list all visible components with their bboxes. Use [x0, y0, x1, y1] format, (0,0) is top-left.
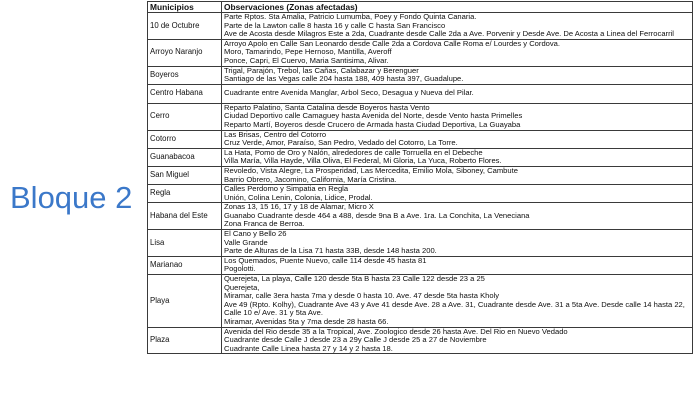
municipio-cell: Centro Habana	[148, 84, 222, 103]
municipio-cell: Marianao	[148, 256, 222, 274]
zona-line: El Cano y Bello 26	[224, 230, 287, 239]
zonas-cell	[222, 203, 693, 230]
zonas-cell	[222, 148, 693, 166]
municipio-cell: Habana del Este	[148, 203, 222, 230]
municipio-cell: Playa	[148, 275, 222, 328]
block-label: Bloque 2	[10, 180, 133, 215]
municipio-cell: Cerro	[148, 103, 222, 130]
municipio-cell: Lisa	[148, 230, 222, 257]
zonas-cell	[222, 230, 693, 257]
zona-line: Parte de la Lawton calle 8 hasta 16 y calle C hasta San Francisco	[224, 21, 446, 30]
header-municipios: Municipios	[148, 2, 222, 13]
zonas-cell	[222, 256, 693, 274]
table-row	[148, 130, 693, 148]
zona-line: Villa María, Villa Hayde, Villa Oliva, El Federal, Mi Gloria, La Yuca, Roberto Flores.	[224, 157, 502, 166]
table-header-row	[148, 2, 693, 13]
table-row	[148, 185, 693, 203]
zona-line: Parte de Alturas de la Lisa 71 hasta 33B, desde 148 hasta 200.	[224, 247, 437, 256]
zona-line: Zonas 13, 15 16, 17 y 18 de Alamar, Micro X	[224, 203, 374, 212]
zona-line: Cuadrante entre Avenida Manglar, Arbol Seco, Desagua y Nueva del Pilar.	[224, 89, 474, 98]
table-row	[148, 166, 693, 184]
zona-line: Querejeta,	[224, 283, 260, 292]
municipio-cell: Plaza	[148, 327, 222, 354]
zonas-cell	[222, 275, 693, 328]
zona-line: Barrio Obrero, Jacomino, California, María Cristina.	[224, 175, 397, 184]
zona-line: Avenida del Rio desde 35 a la Tropical, Ave. Zoologico desde 26 hasta Ave. Del Rio en Nuevo Vedado	[224, 327, 568, 336]
municipio-cell: Guanabacoa	[148, 148, 222, 166]
zonas-cell	[222, 39, 693, 66]
zona-line: Parte Rptos. Sta Amalia, Patricio Lumumba, Poey y Fondo Quinta Canaria.	[224, 13, 477, 21]
municipio-cell: Regla	[148, 185, 222, 203]
zona-line: Miramar, Avenidas 5ta y 7ma desde 28 hasta 66.	[224, 318, 389, 326]
zonas-cell	[222, 84, 693, 103]
zonas-cell	[222, 13, 693, 40]
zona-line: Cruz Verde, Amor, Paraíso, San Pedro, Vedado del Cotorro, La Torre.	[224, 139, 458, 148]
municipio-cell: San Miguel	[148, 166, 222, 184]
table-row	[148, 66, 693, 84]
zona-line: Querejeta, La playa, Calle 120 desde 5ta B hasta 23 Calle 122 desde 23 a 25	[224, 275, 485, 284]
table-row	[148, 275, 693, 328]
zona-line: Moro, Tamarindo, Pepe Hernoso, Mantilla, Averoff	[224, 48, 392, 57]
table-row	[148, 203, 693, 230]
zona-line: Los Quemados, Puente Nuevo, calle 114 desde 45 hasta 81	[224, 256, 427, 265]
zona-line: Ciudad Deportivo calle Camaguey hasta Avenida del Norte, desde Vento hasta Primelles	[224, 112, 523, 121]
zona-line: Calles Perdomo y Simpatia en Regla	[224, 185, 349, 194]
zona-line: Revoledo, Vista Alegre, La Prosperidad, Las Mercedita, Emilio Mola, Siboney, Cambute	[224, 166, 518, 175]
municipio-cell: Cotorro	[148, 130, 222, 148]
zona-line: Reparto Martí, Boyeros desde Crucero de Armada hasta Ciudad Deportiva, La Guayaba	[224, 120, 521, 129]
table-row	[148, 13, 693, 40]
header-observaciones: Observaciones (Zonas afectadas)	[222, 2, 693, 13]
zona-line: Ave de Acosta desde Milagros Este a 2da, Cuadrante desde Calle 2da a Ave. Porvenir y Desde Ave. De Acosta a Linea del Ferrocarril	[224, 30, 674, 39]
zona-line: Reparto Palatino, Santa Catalina desde Boyeros hasta Vento	[224, 103, 430, 112]
zona-line: Guanabo Cuadrante desde 464 a 488, desde 9na B a Ave. 1ra. La Conchita, La Veneciana	[224, 211, 530, 220]
table-row	[148, 230, 693, 257]
zonas-cell	[222, 166, 693, 184]
zonas-cell	[222, 103, 693, 130]
zona-line: Zona Franca de Berroa.	[224, 220, 305, 229]
table-row	[148, 84, 693, 103]
zonas-cell	[222, 130, 693, 148]
municipio-cell: 10 de Octubre	[148, 13, 222, 40]
zona-line: Pogolotti.	[224, 265, 256, 274]
table-row	[148, 39, 693, 66]
zona-line: Ponce, Capri, El Cuervo, Maria Santisima, Alivar.	[224, 56, 389, 65]
zona-line: Valle Grande	[224, 238, 268, 247]
municipio-cell: Arroyo Naranjo	[148, 39, 222, 66]
zona-line: Miramar, calle 3era hasta 7ma y desde 0 hasta 10. Ave. 47 desde 5ta hasta Kholy	[224, 292, 500, 301]
table-row	[148, 148, 693, 166]
zona-line: La Hata, Pomo de Oro y Nalón, alrededores de calle Torruella en el Debeche	[224, 148, 483, 157]
table-row	[148, 256, 693, 274]
zonas-cell	[222, 327, 693, 354]
zona-line: Cuadrante desde Calle J desde 23 a 29y Calle J desde 25 a 27 de Noviembre	[224, 336, 487, 345]
zona-line: Ave 49 (Rpto. Kolhy), Cuadrante Ave 43 y Ave 41 desde Ave. 28 a Ave. 31, Cuadrante desde Ave. 31 a 5ta Ave. Desde calle 14 hasta 22, Calle 10 e/ Ave. 31 y 5ta Ave.	[224, 300, 685, 318]
zonas-cell	[222, 185, 693, 203]
zona-line: Unión, Colina Lenin, Colonia, Lidice, Prodal.	[224, 193, 373, 202]
zona-line: Las Brisas, Centro del Cotorro	[224, 130, 327, 139]
municipio-cell: Boyeros	[148, 66, 222, 84]
zona-line: Cuadrante Calle Linea hasta 27 y 14 y 2 hasta 18.	[224, 344, 393, 353]
zona-line: Santiago de las Vegas calle 204 hasta 188, 409 hasta 397, Guadalupe.	[224, 75, 464, 84]
zonas-cell	[222, 66, 693, 84]
table-row	[148, 327, 693, 354]
table-row	[148, 103, 693, 130]
zona-line: Arroyo Apolo en Calle San Leonardo desde Calle 2da a Cordova Calle Roma e/ Lourdes y Cordova.	[224, 39, 561, 48]
zona-line: Trigal, Parajón, Trebol, las Cañas, Calabazar y Berenguer	[224, 66, 419, 75]
blackout-zones-table	[147, 1, 693, 354]
